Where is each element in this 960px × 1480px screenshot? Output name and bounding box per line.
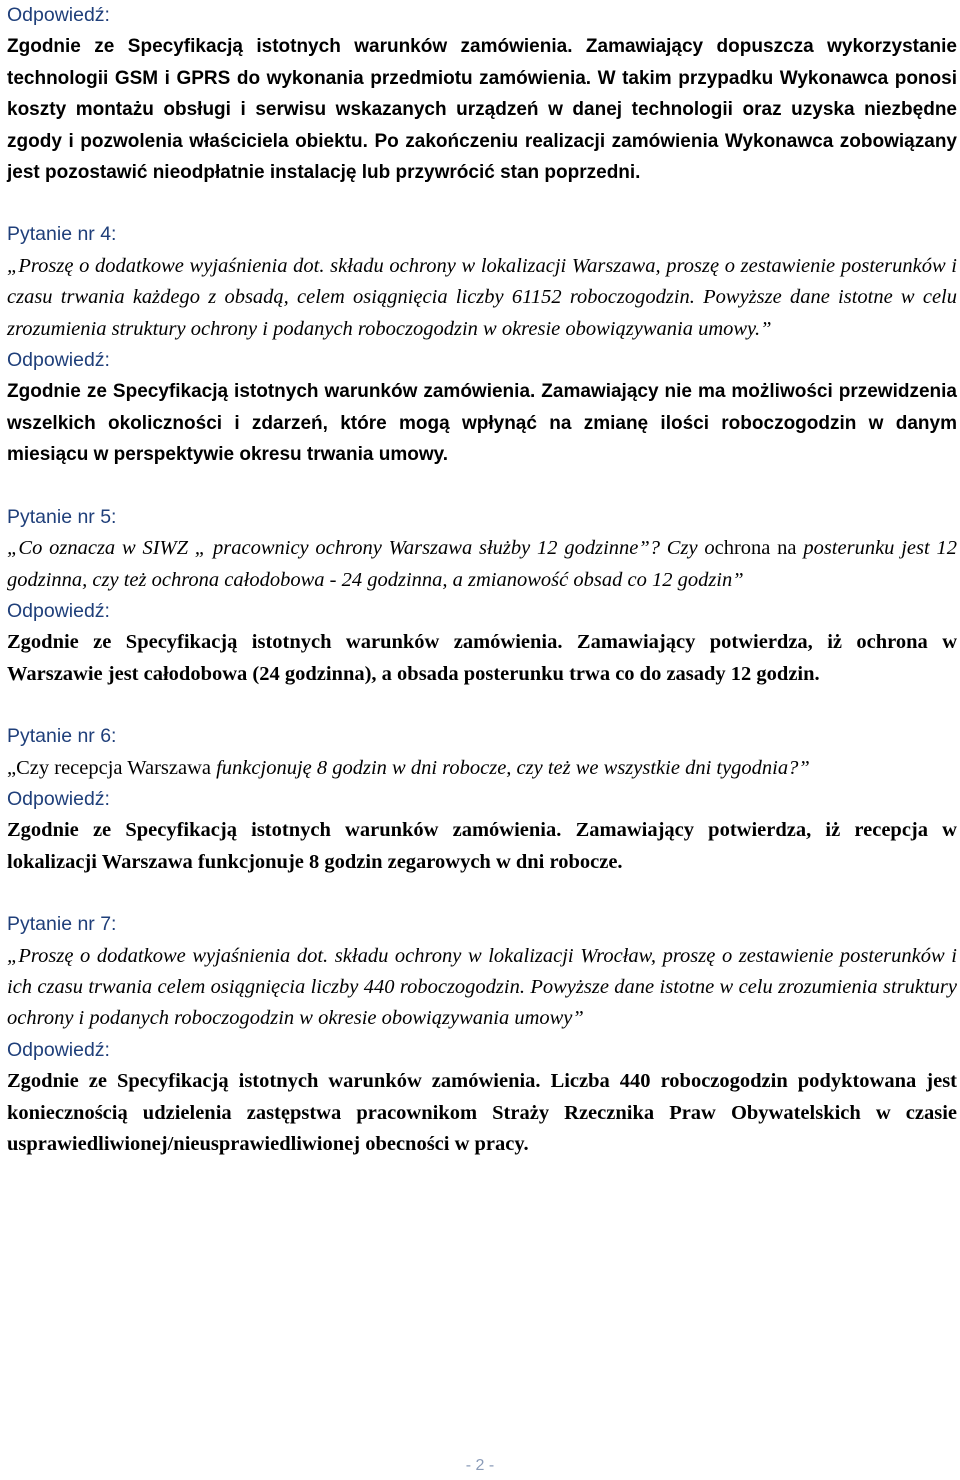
qa-block-7 (7, 909, 957, 1160)
answer-text: Zgodnie ze Specyfikacją istotnych warunków zamówienia. Zamawiający potwierdza, iż recepcja w lokalizacji Warszawa funkcjonuje 8 godzin zegarowych w dni robocze. (7, 819, 957, 873)
answer-label: Odpowiedź: (7, 349, 110, 372)
qa-block-3 (7, 0, 957, 188)
qa-block-5 (7, 502, 957, 690)
qa-block-4 (7, 219, 957, 470)
question-label: Pytanie nr 7: (7, 913, 117, 936)
question-label: Pytanie nr 5: (7, 505, 117, 528)
answer-label: Odpowiedź: (7, 1038, 110, 1061)
question-text (7, 753, 957, 784)
answer-text: Zgodnie ze Specyfikacją istotnych warunków zamówienia. Zamawiający potwierdza, iż ochrona w Warszawie jest całodobowa (24 godzinna), a obsada posterunku trwa co do zasady 12 godzin. (7, 631, 957, 685)
question-label: Pytanie nr 6: (7, 725, 117, 748)
answer-label: Odpowiedź: (7, 4, 110, 26)
question-text-part: chrona na (714, 537, 797, 560)
document-page (7, 0, 957, 1160)
question-text-part: funkcjonuję 8 godzin w dni robocze, czy też we wszystkie dni tygodnia?” (216, 756, 810, 779)
qa-block-6 (7, 721, 957, 878)
answer-label: Odpowiedź: (7, 787, 110, 810)
answer-label: Odpowiedź: (7, 599, 110, 622)
question-text: „Proszę o dodatkowe wyjaśnienia dot. składu ochrony w lokalizacji Wrocław, proszę o zestawienie posterunków i ich czasu trwania celem osiągnięcia liczby 440 roboczogodzin. Powyższe dane istotne w celu zrozumienia struktury ochrony i podanych roboczogodzin w okresie obowiązywania umowy” (7, 944, 957, 1030)
answer-text: Zgodnie ze Specyfikacją istotnych warunków zamówienia. Zamawiający nie ma możliwości przewidzenia wszelkich okoliczności i zdarzeń, które mogą wpłynąć na zmianę ilości roboczogodzin w danym miesiącu w perspektywie okresu trwania umowy. (7, 381, 957, 466)
question-text-part: „Co oznacza w SIWZ „ pracownicy ochrony Warszawa służby 12 godzinne”? Czy o (7, 537, 715, 560)
answer-text: Zgodnie ze Specyfikacją istotnych warunków zamówienia. Zamawiający dopuszcza wykorzystanie technologii GSM i GPRS do wykonania przedmiotu zamówienia. W takim przypadku Wykonawca ponosi koszty montażu obsługi i serwisu wskazanych urządzeń w danej technologii oraz uzyska niezbędne zgody i pozwolenia właściciela obiektu. Po zakończeniu realizacji zamówienia Wykonawca zobowiązany jest pozostawić nieodpłatnie instalację lub przywrócić stan poprzedni. (7, 36, 957, 184)
page-number: - 2 - (465, 1457, 495, 1474)
question-label: Pytanie nr 4: (7, 223, 117, 246)
question-text (7, 533, 957, 596)
question-text-part: posterunku jest 12 godzinna, czy też ochrona całodobowa - 24 godzinna, a zmianowość obsad co 12 godzin” (7, 537, 957, 591)
answer-text: Zgodnie ze Specyfikacją istotnych warunków zamówienia. Liczba 440 roboczogodzin podyktowana jest koniecznością udzielenia zastępstwa pracownikom Straży Rzecznika Praw Obywatelskich w czasie usprawiedliwionej/nieusprawiedliwionej obecności w pracy. (7, 1070, 957, 1155)
question-text: „Proszę o dodatkowe wyjaśnienia dot. składu ochrony w lokalizacji Warszawa, proszę o zestawienie posterunków i czasu trwania każdego z obsadą, celem osiągnięcia liczby 61152 roboczogodzin. Powyższe dane istotne w celu zrozumienia struktury ochrony i podanych roboczogodzin w okresie obowiązywania umowy.” (7, 254, 957, 340)
question-text-part: „Czy recepcja Warszawa (7, 756, 217, 779)
